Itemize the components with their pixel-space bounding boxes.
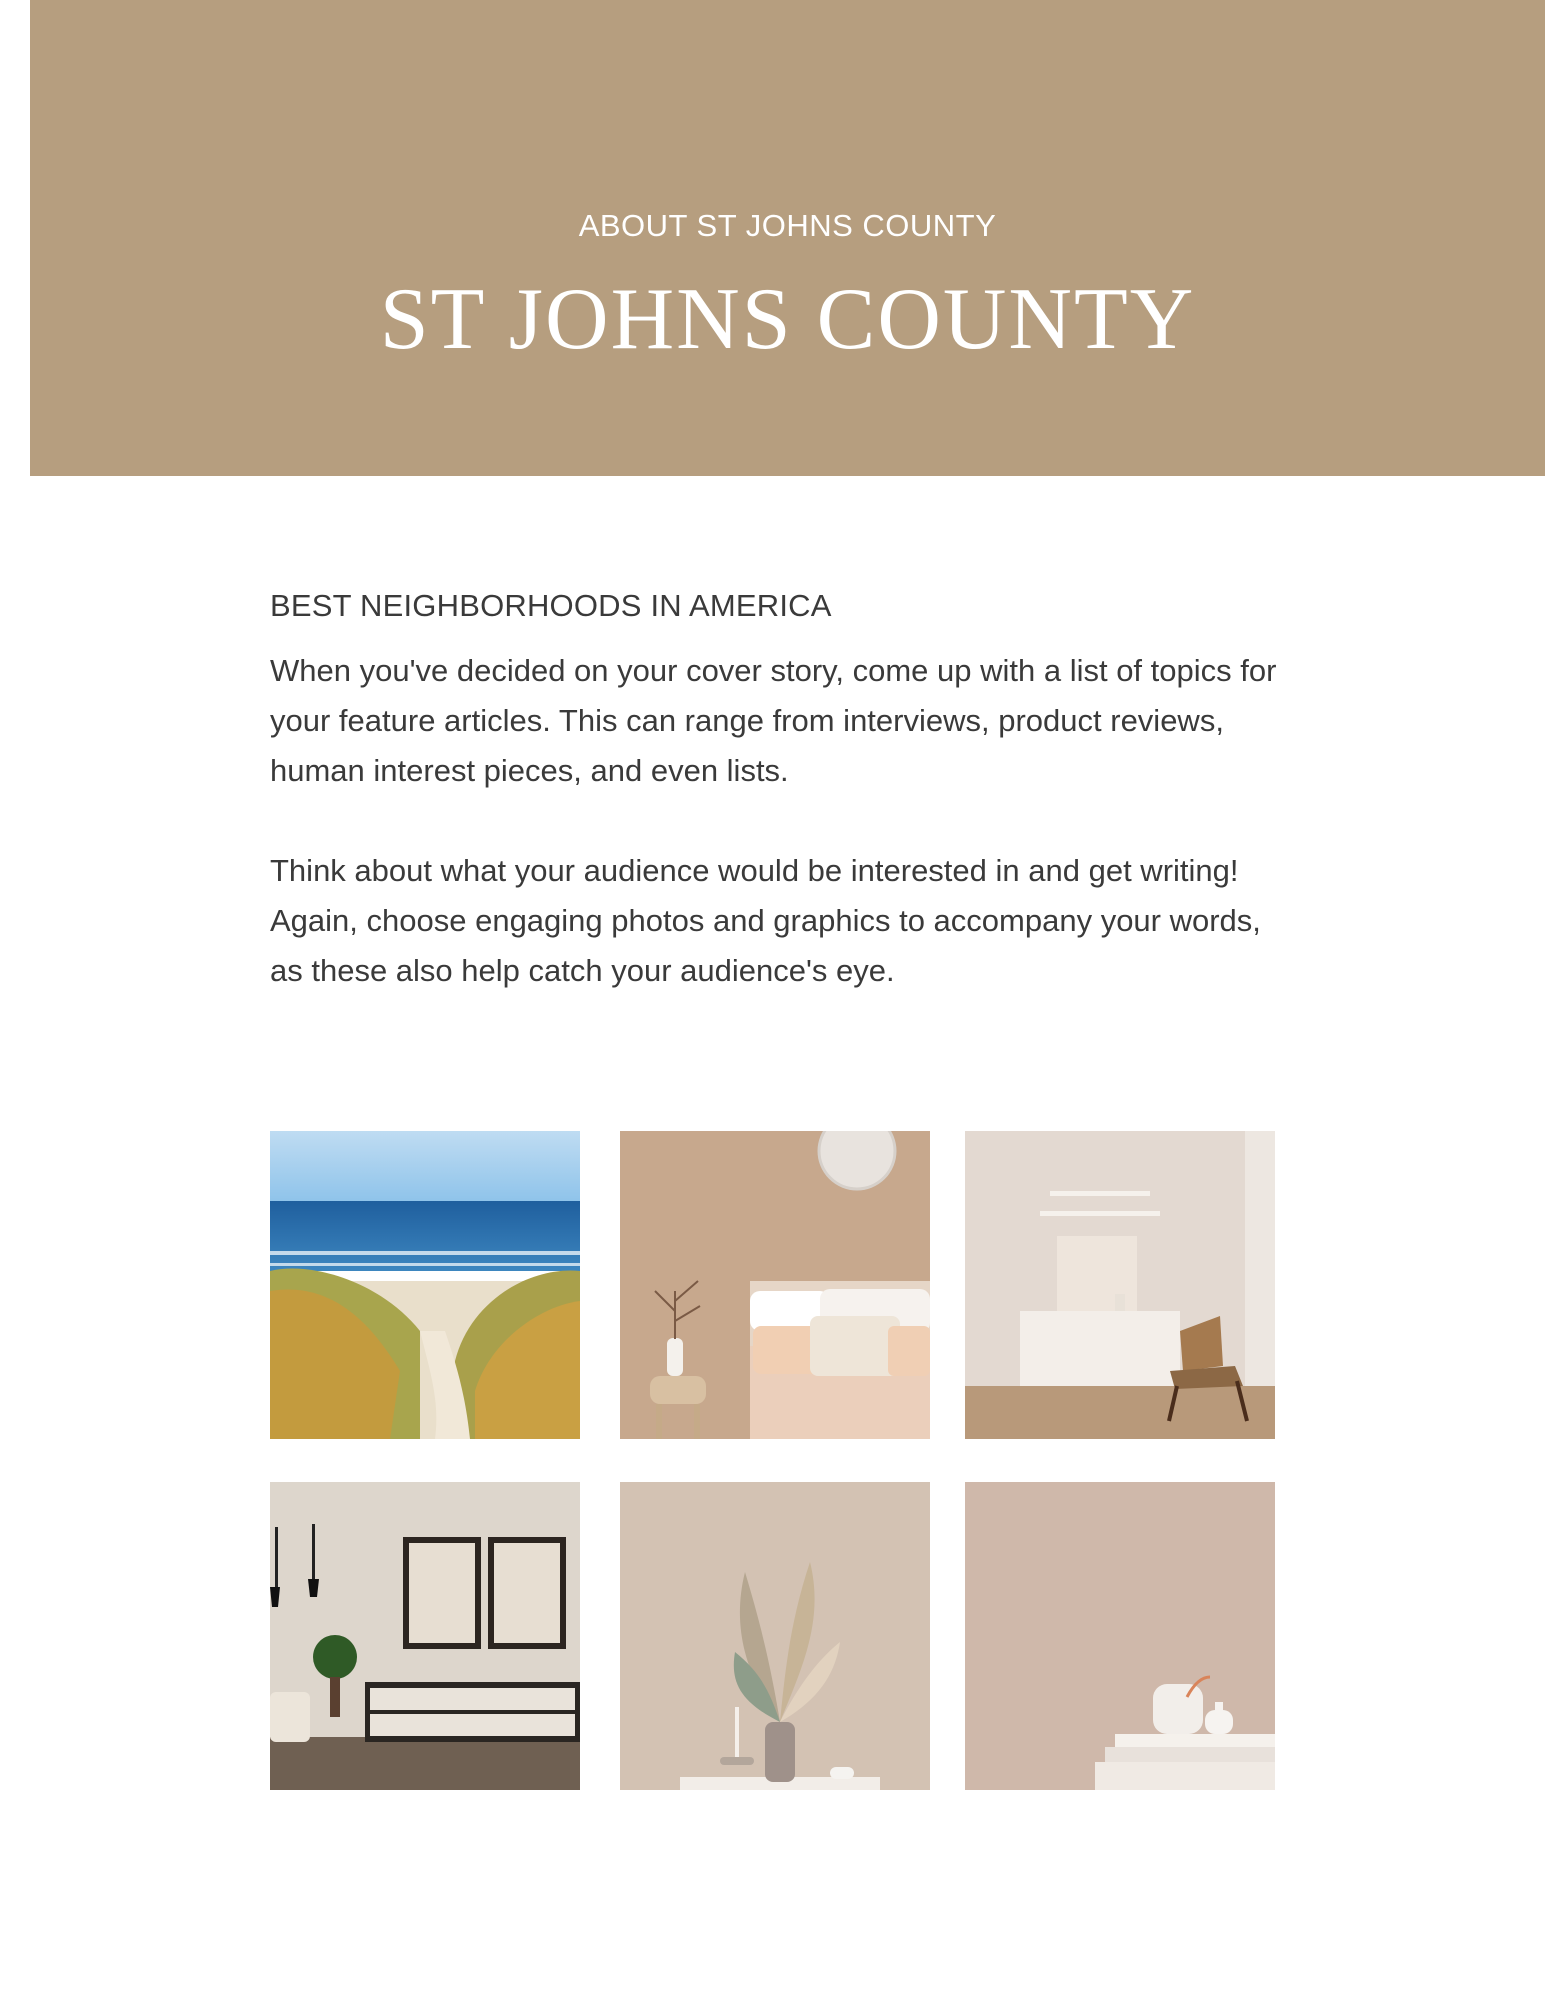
- minimal-room-chair-photo: [965, 1131, 1275, 1439]
- living-room-frames-photo: [270, 1482, 580, 1790]
- article-paragraph-1: When you've decided on your cover story, come up with a list of topics for your feature articles. This can range from interviews, product reviews, human interest pieces, and even lists.: [270, 653, 1277, 788]
- article-paragraph-2: Think about what your audience would be interested in and get writing! Again, choose engaging photos and graphics to accompany your words, as these also help catch your audience's eye.: [270, 853, 1261, 988]
- books-ceramics-still-life-photo: [965, 1482, 1275, 1790]
- article: [270, 588, 1280, 1046]
- beach-dune-path-photo: [270, 1131, 580, 1439]
- hero-banner: [30, 0, 1545, 476]
- hero-kicker: ABOUT ST JOHNS COUNTY: [578, 208, 997, 243]
- article-heading: BEST NEIGHBORHOODS IN AMERICA: [270, 588, 832, 623]
- beige-bedroom-photo: [620, 1131, 930, 1439]
- hero-title: ST JOHNS COUNTY: [379, 271, 1196, 368]
- dried-flowers-vase-photo: [620, 1482, 930, 1790]
